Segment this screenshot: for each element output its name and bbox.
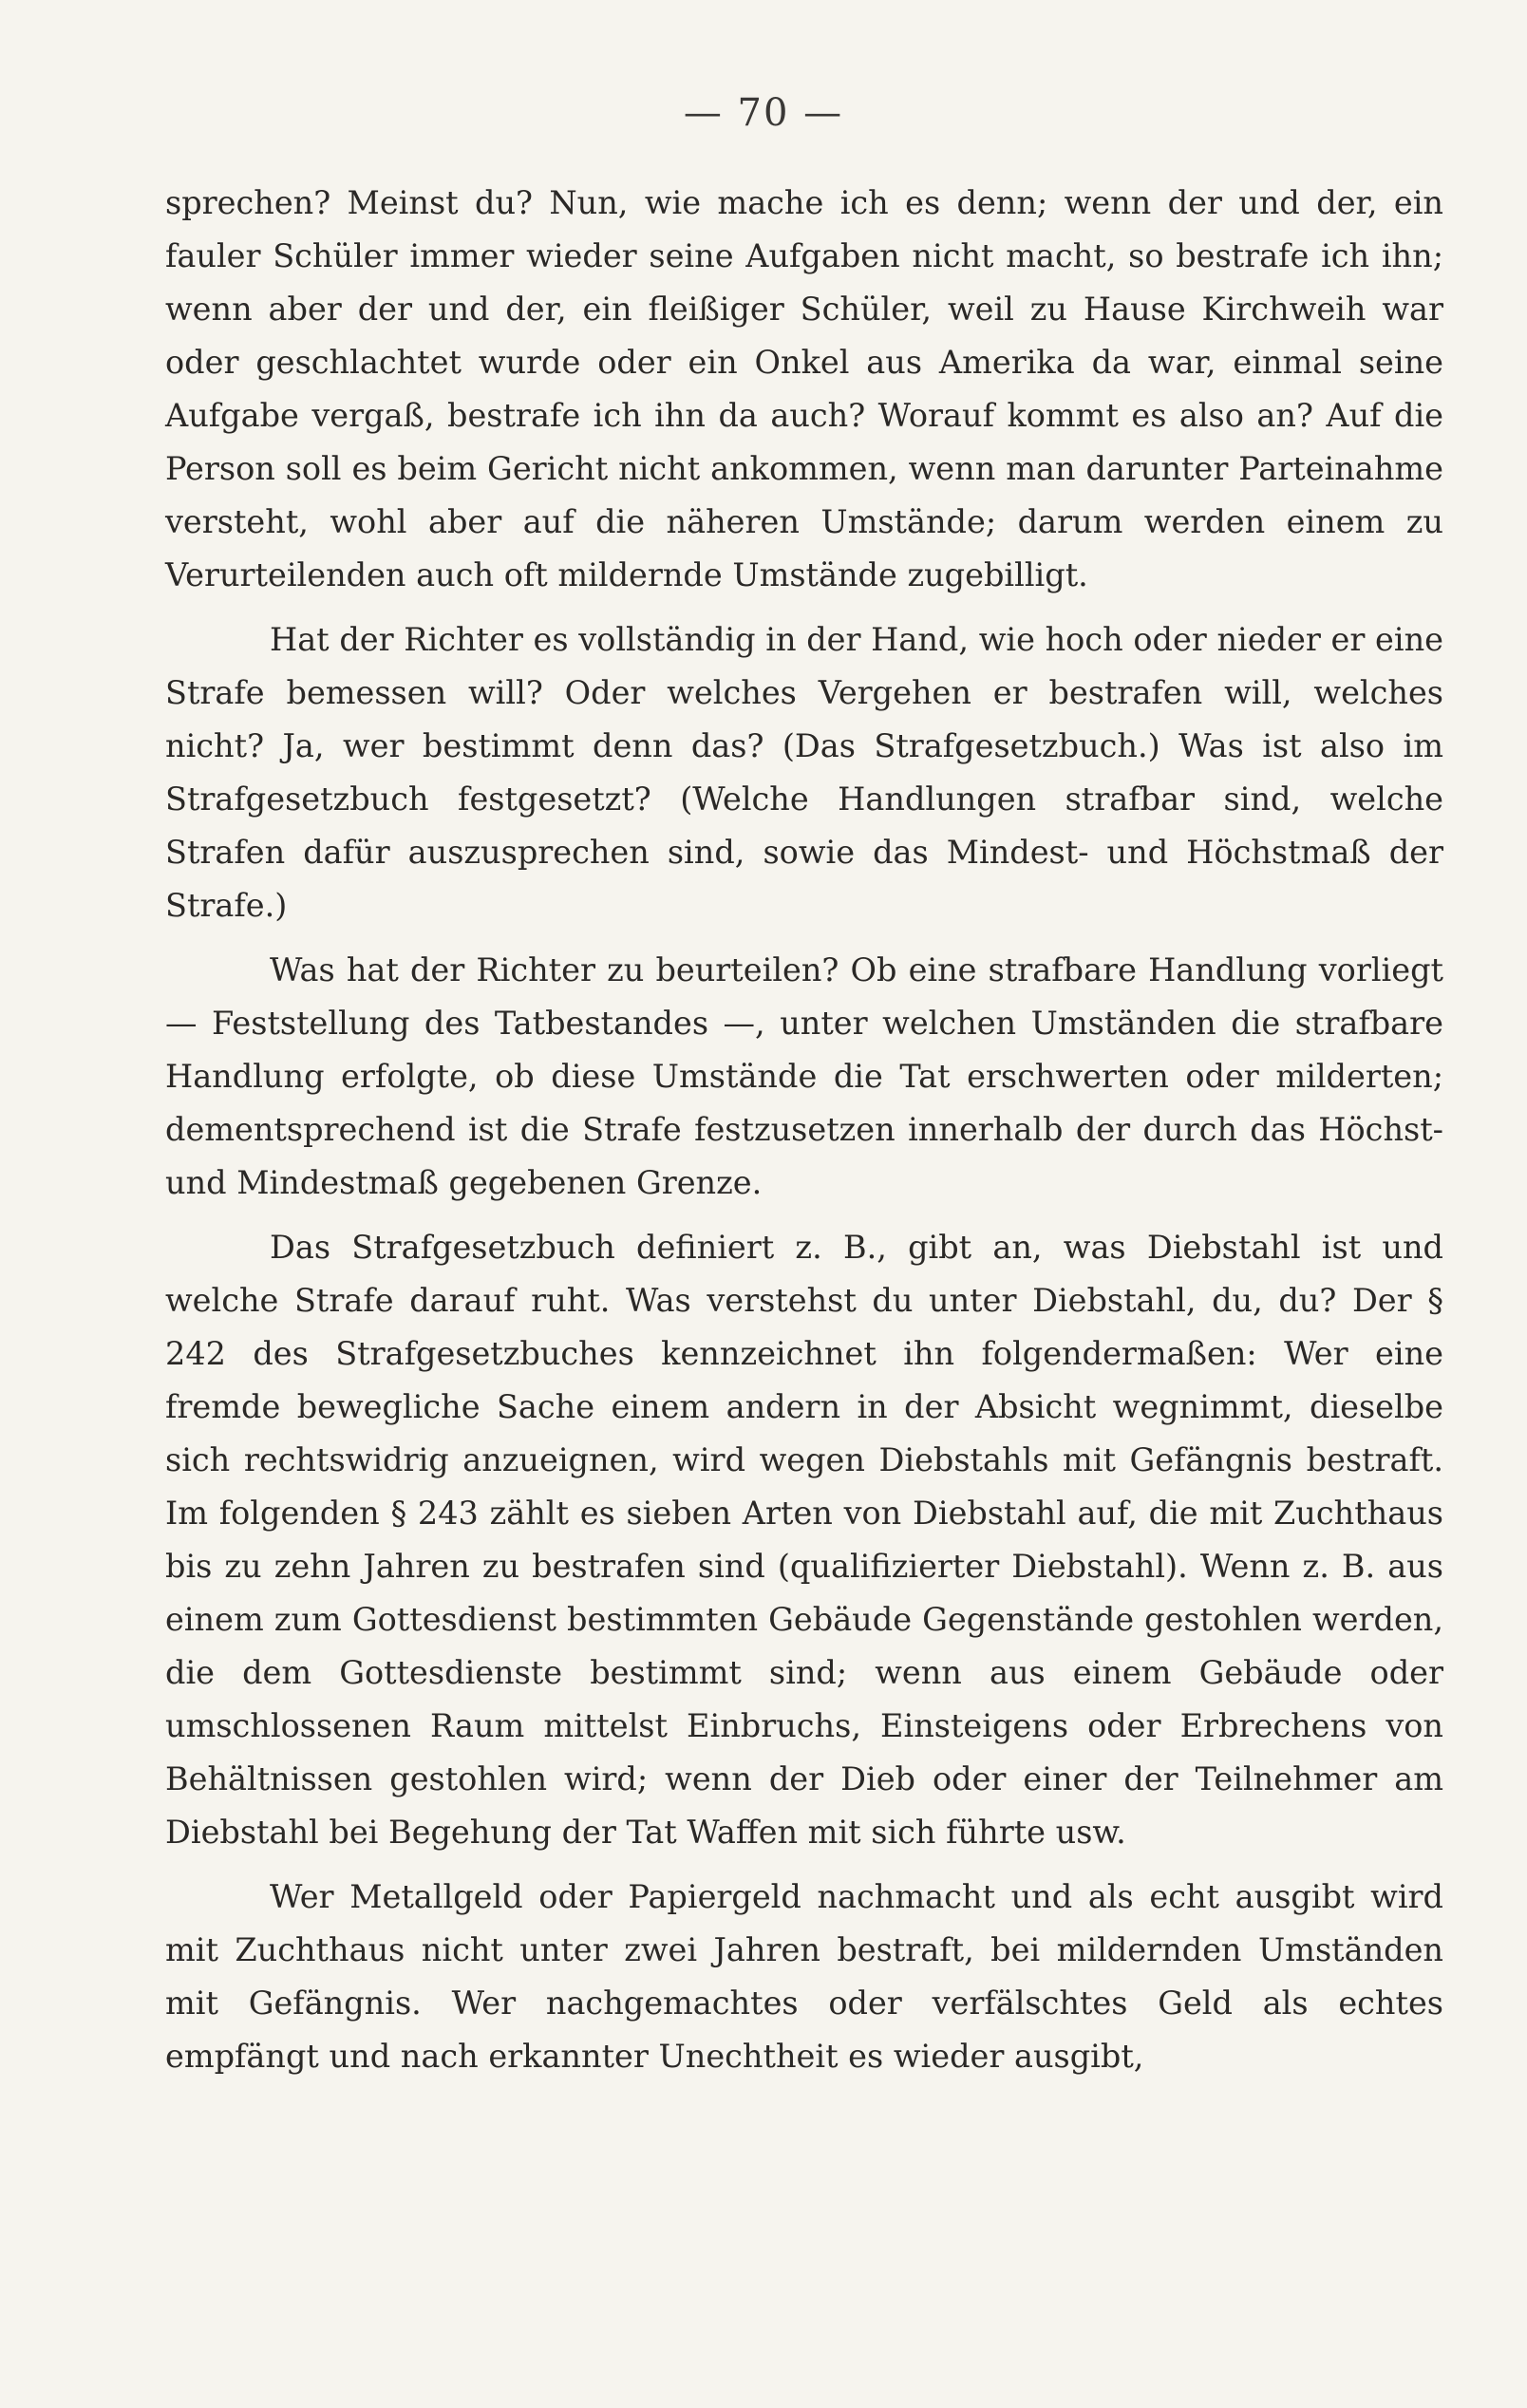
body-text: [165, 177, 1443, 2095]
paragraph-5: Wer Metallgeld oder Papiergeld nachmacht und als echt ausgibt wird mit Zuchthaus nicht unter zwei Jahren bestraft, bei mildernden Umständen mit Gefängnis. Wer nachgemachtes oder verfälschtes Geld als echtes empfängt und nach erkannter Unechtheit es wieder ausgibt,: [165, 1878, 1443, 2075]
paragraph-1: sprechen? Meinst du? Nun, wie mache ich es denn; wenn der und der, ein fauler Schüler immer wieder seine Aufgaben nicht macht, so bestrafe ich ihn; wenn aber der und der, ein fleißiger Schüler, weil zu Hause Kirchweih war oder geschlachtet wurde oder ein Onkel aus Amerika da war, einmal seine Aufgabe vergaß, bestrafe ich ihn da auch? Worauf kommt es also an? Auf die Person soll es beim Gericht nicht ankommen, wenn man darunter Parteinahme versteht, wohl aber auf die näheren Umstände; darum werden einem zu Verurteilenden auch oft mildernde Umstände zugebilligt.: [165, 184, 1443, 593]
page-number: — 70 —: [683, 91, 844, 135]
paragraph-4: Das Strafgesetzbuch definiert z. B., gibt an, was Diebstahl ist und welche Strafe darauf ruht. Was verstehst du unter Diebstahl, du, du? Der § 242 des Strafgesetzbuches kennzeichnet ihn folgendermaßen: Wer eine fremde bewegliche Sache einem andern in der Absicht wegnimmt, dieselbe sich rechtswidrig anzueignen, wird wegen Diebstahls mit Gefängnis bestraft. Im folgenden § 243 zählt es sieben Arten von Diebstahl auf, die mit Zuchthaus bis zu zehn Jahren zu bestrafen sind (qualifizierter Diebstahl). Wenn z. B. aus einem zum Gottesdienst bestimmten Gebäude Gegenstände gestohlen werden, die dem Gottesdienste bestimmt sind; wenn aus einem Gebäude oder umschlossenen Raum mittelst Einbruchs, Einsteigens oder Erbrechens von Behältnissen gestohlen wird; wenn der Dieb oder einer der Teilnehmer am Diebstahl bei Begehung der Tat Waffen mit sich führte usw.: [165, 1229, 1443, 1851]
paragraph-2: Hat der Richter es vollständig in der Hand, wie hoch oder nieder er eine Strafe bemessen will? Oder welches Vergehen er bestrafen will, welches nicht? Ja, wer bestimmt denn das? (Das Strafgesetzbuch.) Was ist also im Strafgesetzbuch festgesetzt? (Welche Handlungen strafbar sind, welche Strafen dafür auszusprechen sind, sowie das Mindest- und Höchstmaß der Strafe.): [165, 621, 1443, 924]
paragraph-3: Was hat der Richter zu beurteilen? Ob eine strafbare Handlung vorliegt — Feststellung des Tatbestandes —, unter welchen Umständen die strafbare Handlung erfolgte, ob diese Umstände die Tat erschwerten oder milderten; dementsprechend ist die Strafe festzusetzen innerhalb der durch das Höchst- und Mindestmaß gegebenen Grenze.: [165, 951, 1443, 1201]
